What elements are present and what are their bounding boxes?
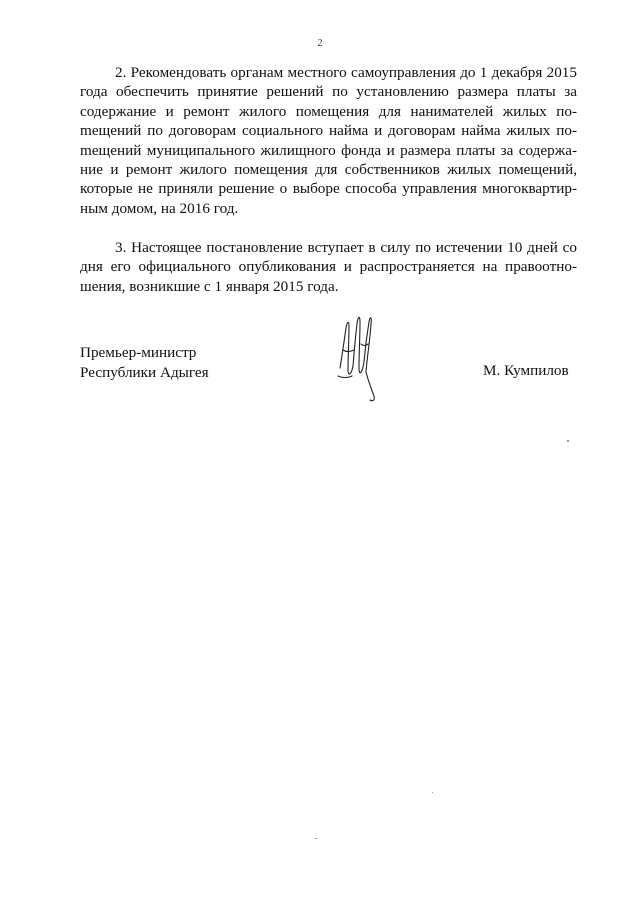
signatory-title-line-1: Премьер-министр [80, 344, 197, 361]
scan-speck [315, 838, 317, 839]
signatory-title [80, 343, 209, 382]
handwritten-signature [330, 306, 390, 406]
page-number: 2 [317, 38, 323, 49]
scan-speck [432, 792, 433, 793]
signatory-title-line-2: Республики Адыгея [80, 363, 209, 381]
paragraph-3-effective-date: 3. Настоящее постановление вступает в силу по истечении 10 дней со дня его официального опубликования и распространяется на правоотношения, возникшие с 1 января 2015 года. [80, 239, 577, 295]
signatory-name: М. Кумпилов [483, 362, 569, 379]
paragraph-2-recommendation: 2. Рекомендовать органам местного самоуправления до 1 декабря 2015 года обеспечить принятие решений по установлению размера платы за содержание и ремонт жилого помещения для нанимателей жилых поmещений по договорам социального найма и договорам найма жилых поmещений муниципального жилищного фонда и размера платы за содержание и ремонт жилого помещения для собственников жилых помещений, которые не приняли решение о выборе способа управления многоквартирным домом, на 2016 год. [80, 64, 577, 217]
scan-speck [567, 440, 569, 442]
